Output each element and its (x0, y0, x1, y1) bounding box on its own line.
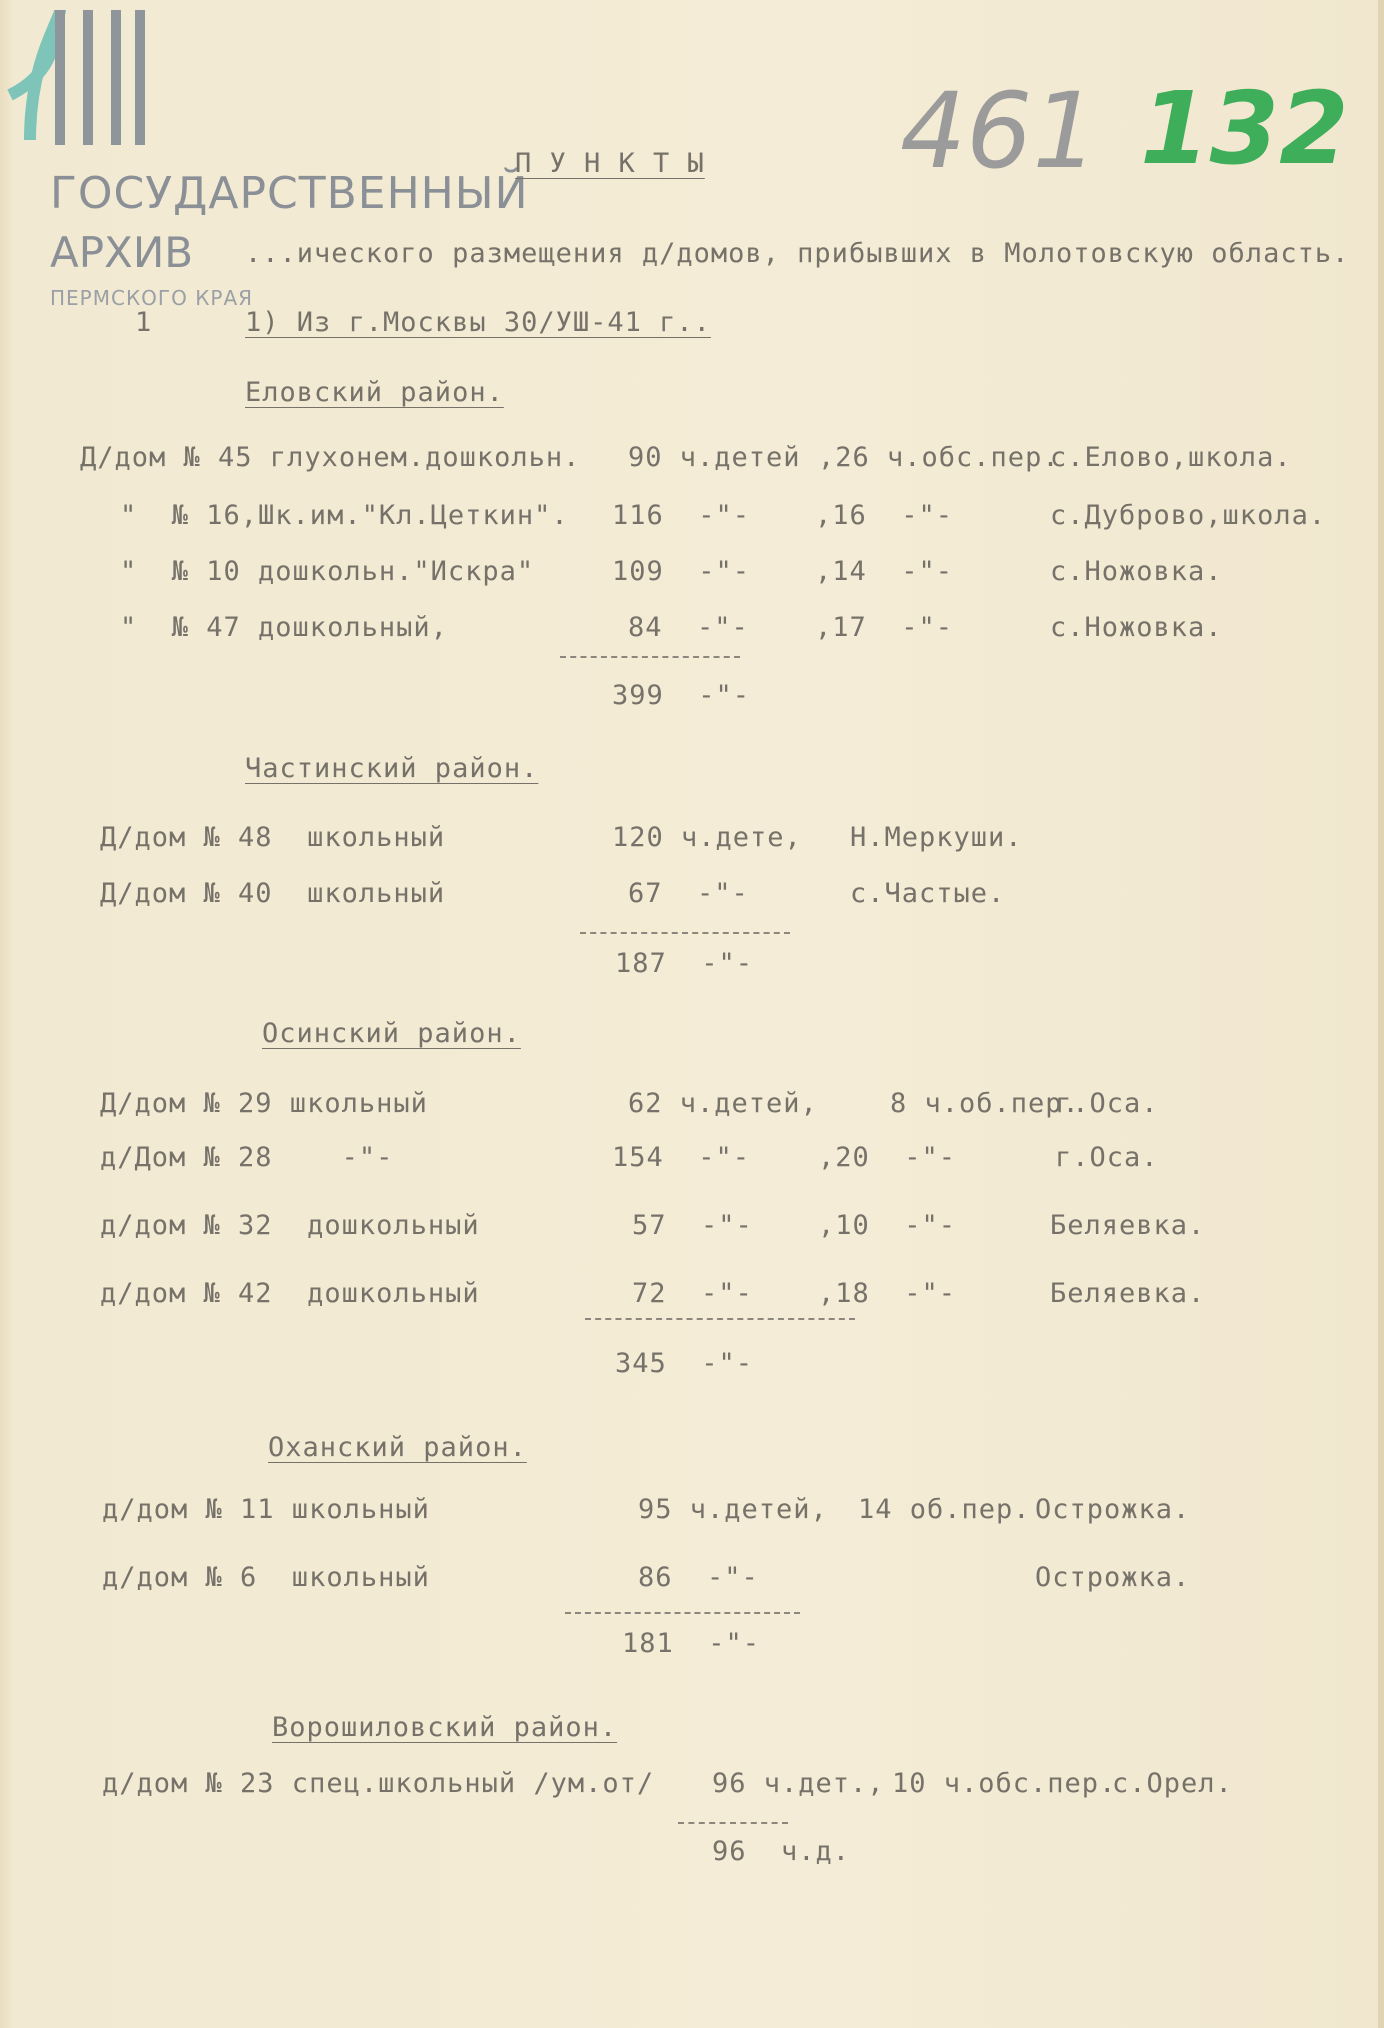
staff-count: ,10 -"- (818, 1210, 957, 1241)
page-number-green: 132 (1140, 70, 1349, 187)
house-label: д/дом № 42 дошкольный (100, 1278, 480, 1309)
archive-logo-line2: АРХИВ (50, 228, 194, 277)
house-label: д/дом № 6 школьный (102, 1562, 430, 1593)
children-count: 62 ч.детей, (628, 1088, 818, 1119)
sum-line (678, 1822, 788, 1824)
archive-logo-line3: ПЕРМСКОГО КРАЯ (50, 286, 254, 310)
children-count: 72 -"- (632, 1278, 753, 1309)
children-count: 109 -"- (612, 556, 751, 587)
house-label: Д/дом № 45 глухонем.дошкольн. (80, 442, 581, 473)
sum-line (560, 656, 740, 658)
section-title: 1) Из г.Москвы 30/УШ-41 г.. (245, 307, 711, 338)
children-count: 120 ч.дете, (612, 822, 802, 853)
children-count: 154 -"- (612, 1142, 751, 1173)
sum-line (580, 932, 790, 934)
staff-count: ,18 -"- (818, 1278, 957, 1309)
archive-logo-line1: ГОСУДАРСТВЕННЫЙ (50, 168, 529, 219)
house-label: д/Дом № 28 -"- (100, 1142, 394, 1173)
place: с.Орел. (1112, 1768, 1233, 1799)
house-label: д/дом № 32 дошкольный (100, 1210, 480, 1241)
staff-count: ,17 -"- (815, 612, 954, 643)
district-total: 181 -"- (622, 1628, 761, 1659)
house-label: Д/дом № 48 школьный (100, 822, 446, 853)
document-title: П У Н К Т Ы (515, 148, 705, 179)
page-edge (1378, 0, 1384, 2028)
district-title: Осинский район. (262, 1018, 521, 1049)
house-label: д/дом № 11 школьный (102, 1494, 430, 1525)
district-total: 399 -"- (612, 680, 751, 711)
place: Острожка. (1035, 1562, 1191, 1593)
staff-count: ,20 -"- (818, 1142, 957, 1173)
page-number-grey: 461 (900, 70, 1099, 192)
staff-count: ,26 ч.обс.пер. (818, 442, 1060, 473)
section-index: 1 (135, 307, 153, 338)
house-label: Д/дом № 29 школьный (100, 1088, 428, 1119)
staff-count: ,16 -"- (815, 500, 954, 531)
children-count: 90 ч.детей (628, 442, 801, 473)
house-label: " № 47 дошкольный, (120, 612, 448, 643)
house-label: " № 10 дошкольн."Искра" (120, 556, 535, 587)
place: с.Частые. (850, 878, 1006, 909)
staff-count: 8 ч.об.пер. (890, 1088, 1080, 1119)
children-count: 86 -"- (638, 1562, 759, 1593)
house-label: Д/дом № 40 школьный (100, 878, 446, 909)
sum-line (565, 1612, 800, 1614)
staff-count: ,14 -"- (815, 556, 954, 587)
place: с.Елово,школа. (1050, 442, 1292, 473)
house-label: " № 16,Шк.им."Кл.Цеткин". (120, 500, 569, 531)
district-title: Оханский район. (268, 1432, 527, 1463)
place: Беляевка. (1050, 1278, 1206, 1309)
place: г.Оса. (1055, 1142, 1159, 1173)
place: г.Оса. (1055, 1088, 1159, 1119)
place: Острожка. (1035, 1494, 1191, 1525)
children-count: 67 -"- (628, 878, 749, 909)
staff-count: 14 об.пер. (858, 1494, 1031, 1525)
children-count: 84 -"- (628, 612, 749, 643)
archive-logo-icon (0, 0, 150, 150)
district-title: Ворошиловский район. (272, 1712, 618, 1743)
place: с.Дуброво,школа. (1050, 500, 1327, 531)
place: с.Ножовка. (1050, 612, 1223, 643)
children-count: 116 -"- (612, 500, 751, 531)
sum-line (585, 1318, 855, 1320)
district-total: 345 -"- (615, 1348, 754, 1379)
house-label: д/дом № 23 спец.школьный /ум.от/ (102, 1768, 655, 1799)
place: Беляевка. (1050, 1210, 1206, 1241)
children-count: 96 ч.дет., (712, 1768, 885, 1799)
district-title: Еловский район. (245, 377, 504, 408)
children-count: 57 -"- (632, 1210, 753, 1241)
staff-count: 10 ч.обс.пер. (892, 1768, 1117, 1799)
district-total: 187 -"- (615, 948, 754, 979)
children-count: 95 ч.детей, (638, 1494, 828, 1525)
district-title: Частинский район. (245, 753, 539, 784)
place: с.Ножовка. (1050, 556, 1223, 587)
district-total: 96 ч.д. (712, 1836, 851, 1867)
place: Н.Меркуши. (850, 822, 1023, 853)
document-subtitle: ...ического размещения д/домов, прибывших в Молотовскую область. (245, 238, 1350, 269)
